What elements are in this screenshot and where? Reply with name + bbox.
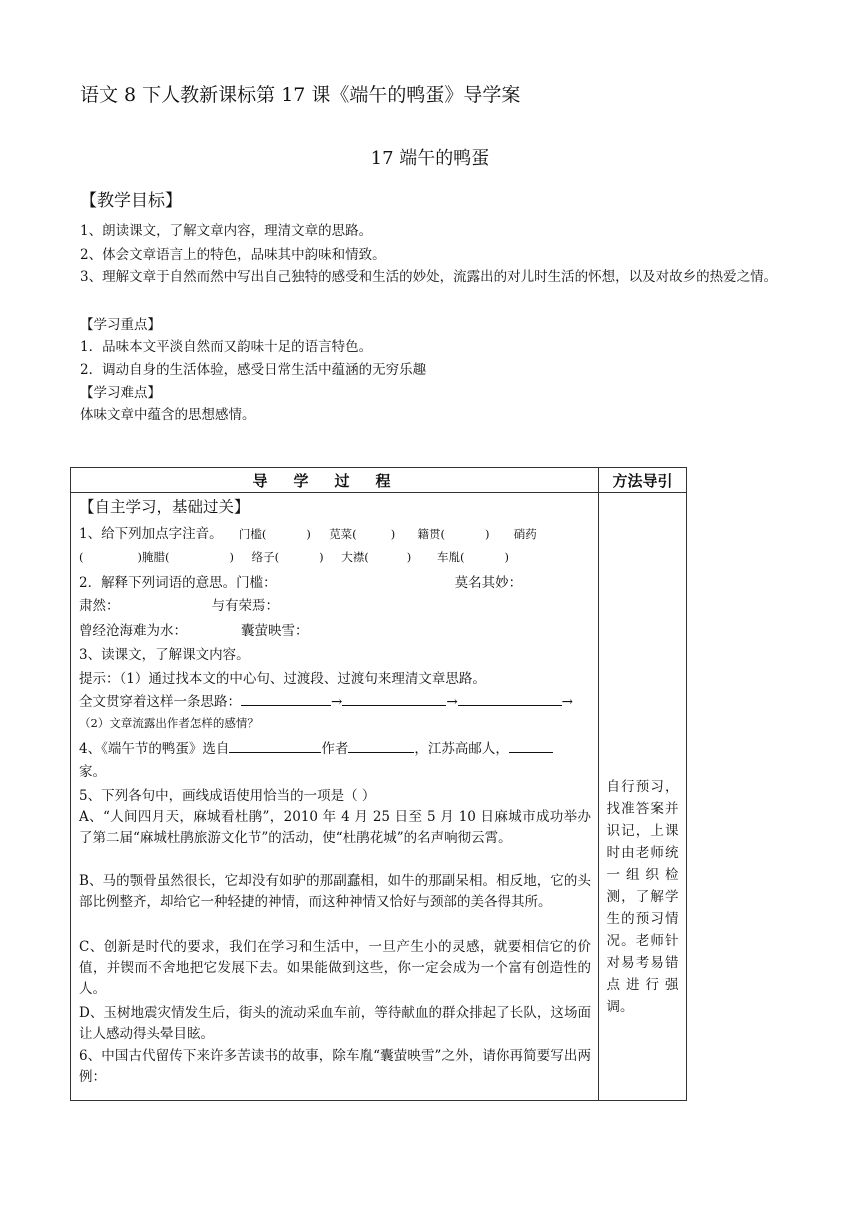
guide-table — [70, 467, 687, 1101]
option-b: B、马的颚骨虽然很长，它却没有如驴的那副蠢相，如牛的那副呆相。相反地，它的头部比例整齐，却给它一种轻捷的神情，而这种神情又恰好与颈部的美各得其所。 — [79, 873, 591, 910]
process-cell — [71, 493, 599, 1101]
question-3-path: 全文贯穿着这样一条思路： → → → — [79, 694, 573, 710]
method-note: 自行预习，找准答案并识记，上课时由老师统一组织检测，了解学生的预习情况。老师针对易考易错点进行强调。 — [606, 778, 679, 1015]
question-6: 6、中国古代留传下来许多苦读书的故事，除车胤“囊萤映雪”之外，请你再简要写出两例： — [79, 1048, 591, 1085]
objective-item: 1、朗读课文，了解文章内容，理清文章的思路。 — [80, 223, 373, 239]
header-process: 导学过程 — [71, 468, 599, 493]
question-1: 1、给下列加点字注音。 门槛( ) 苋菜( ) 籍贯( ) 硝药 — [79, 526, 537, 542]
method-cell — [599, 493, 687, 1101]
question-3-hint: 提示：（1）通过找本文的中心句、过渡段、过渡句来理清文章思路。 — [79, 671, 486, 687]
question-3: 3、读课文，了解课文内容。 — [79, 647, 250, 663]
question-2-cont2: 曾经沧海难为水： 囊萤映雪： — [79, 623, 309, 639]
objective-item: 2、体会文章语言上的特色，品味其中韵味和情致。 — [80, 247, 386, 263]
question-2: 2．解释下列词语的意思。门槛： 莫名其妙： — [79, 575, 523, 591]
question-4: 4、《端午节的鸭蛋》选自 作者 ，江苏高邮人， — [79, 737, 553, 757]
option-c: C、创新是时代的要求，我们在学习和生活中，一旦产生小的灵感，就要相信它的价值，并锲而不舍地把它发展下去。如果能做到这些，你一定会成为一个富有创造性的人。 — [79, 939, 591, 997]
question-3-sub: （2）文章流露出作者怎样的感情？ — [79, 716, 259, 730]
question-2-cont: 肃然： 与有荣焉： — [79, 598, 279, 614]
difficulty-heading: 【学习难点】 — [80, 385, 161, 401]
key-point-item: 1．品味本文平淡自然而又韵味十足的语言特色。 — [80, 339, 373, 355]
key-point-item: 2．调动自身的生活体验，感受日常生活中蕴涵的无穷乐趣 — [80, 362, 427, 378]
question-1-cont: ( )腌腊( ) 络子( ) 大襟( ) 车胤( ) — [79, 550, 509, 564]
document-title: 语文 8 下人教新课标第 17 课《端午的鸭蛋》导学案 — [80, 84, 521, 106]
key-points-heading: 【学习重点】 — [80, 317, 161, 333]
objective-item: 3、理解文章于自然而然中写出自己独特的感受和生活的妙处，流露出的对儿时生活的怀想，以及对故乡的热爱之情。 — [80, 269, 778, 285]
lesson-title: 17 端午的鸭蛋 — [370, 148, 490, 169]
section-title: 【自主学习，基础过关】 — [79, 498, 250, 516]
question-5: 5、下列各句中，画线成语使用恰当的一项是（ ） — [79, 788, 376, 804]
option-d: D、玉树地震灾情发生后，街头的流动采血车前，等待献血的群众排起了长队，这场面让人感动得头晕目眩。 — [79, 1005, 591, 1042]
option-a: A、“人间四月天，麻城看杜鹃”，2010 年 4 月 25 日至 5 月 10 日麻城市成功举办了第二届“麻城杜鹃旅游文化节”的活动，使“杜鹃花城”的名声响彻云霄。 — [79, 809, 591, 846]
header-method: 方法导引 — [599, 468, 687, 493]
difficulty-text: 体味文章中蕴含的思想感情。 — [80, 407, 256, 423]
objectives-heading: 【教学目标】 — [80, 191, 182, 211]
question-4-cont: 家。 — [79, 764, 106, 780]
